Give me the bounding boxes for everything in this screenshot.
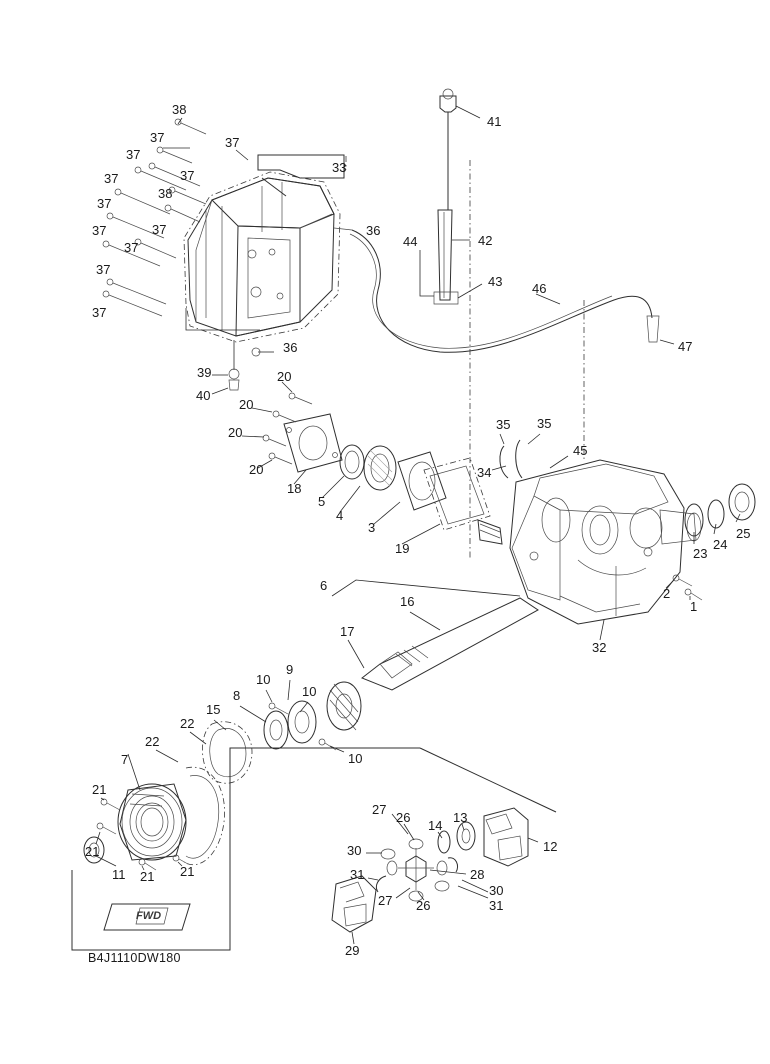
callout-37b: 37 <box>225 135 240 150</box>
callout-14: 14 <box>428 818 443 833</box>
callout-27a: 27 <box>372 802 387 817</box>
callout-25: 25 <box>736 526 751 541</box>
callout-37d: 37 <box>104 171 119 186</box>
callout-46: 46 <box>532 281 547 296</box>
callout-28: 28 <box>470 867 485 882</box>
callout-44: 44 <box>403 234 418 249</box>
callout-8: 8 <box>233 688 241 703</box>
callout-31a: 31 <box>350 867 365 882</box>
callout-21a: 21 <box>92 782 107 797</box>
callout-38a: 38 <box>172 102 187 117</box>
callout-43: 43 <box>488 274 503 289</box>
callout-20b: 20 <box>239 397 254 412</box>
transfer-case-body <box>510 460 701 640</box>
fwd-direction-label: FWD <box>136 910 162 922</box>
callout-1: 1 <box>690 599 698 614</box>
callout-21b: 21 <box>85 844 100 859</box>
callout-32: 32 <box>592 640 607 655</box>
universal-joint-assembly <box>332 748 556 944</box>
callout-3: 3 <box>368 520 376 535</box>
callout-22a: 22 <box>180 716 195 731</box>
callout-20d: 20 <box>249 462 264 477</box>
callout-47: 47 <box>678 339 693 354</box>
callout-36a: 36 <box>366 223 381 238</box>
callout-26a: 26 <box>396 810 411 825</box>
callout-45: 45 <box>573 443 588 458</box>
construction-lines <box>346 156 584 560</box>
callout-18: 18 <box>287 481 302 496</box>
case-cover-assembly <box>184 155 347 342</box>
callout-34: 34 <box>477 465 492 480</box>
part-code-label: B4J1110DW180 <box>88 951 181 965</box>
callout-37c: 37 <box>126 147 141 162</box>
callout-36b: 36 <box>283 340 298 355</box>
callout-37k: 37 <box>92 305 107 320</box>
callout-10a: 10 <box>256 672 271 687</box>
callout-37i: 37 <box>124 240 139 255</box>
callout-5: 5 <box>318 494 326 509</box>
callout-35b: 35 <box>537 416 552 431</box>
callout-30a: 30 <box>347 843 362 858</box>
callout-20c: 20 <box>228 425 243 440</box>
callout-20a: 20 <box>277 369 292 384</box>
callout-12: 12 <box>543 839 558 854</box>
callout-24: 24 <box>713 537 728 552</box>
callout-37f: 37 <box>97 196 112 211</box>
callout-13: 13 <box>453 810 468 825</box>
callout-15: 15 <box>206 702 221 717</box>
callout-40: 40 <box>196 388 211 403</box>
callout-37h: 37 <box>152 222 167 237</box>
callout-16: 16 <box>400 594 415 609</box>
callout-7: 7 <box>121 752 129 767</box>
callout-21d: 21 <box>180 864 195 879</box>
callout-35a: 35 <box>496 417 511 432</box>
callout-22b: 22 <box>145 734 160 749</box>
callout-33: 33 <box>332 160 347 175</box>
callout-27b: 27 <box>378 893 393 908</box>
plug-parts-39-40 <box>212 340 274 394</box>
callout-41: 41 <box>487 114 502 129</box>
callout-10c: 10 <box>348 751 363 766</box>
callout-39: 39 <box>197 365 212 380</box>
callout-42: 42 <box>478 233 493 248</box>
callout-38b: 38 <box>158 186 173 201</box>
callout-11: 11 <box>112 867 126 882</box>
callout-9: 9 <box>286 662 294 677</box>
callout-19: 19 <box>395 541 410 556</box>
callout-37a: 37 <box>150 130 165 145</box>
bearing-retainer-assembly <box>72 748 420 950</box>
callout-29: 29 <box>345 943 360 958</box>
callout-37g: 37 <box>92 223 107 238</box>
callout-4: 4 <box>336 508 344 523</box>
callout-37j: 37 <box>96 262 111 277</box>
callout-31b: 31 <box>489 898 504 913</box>
callout-17: 17 <box>340 624 355 639</box>
callout-37e: 37 <box>180 168 195 183</box>
callout-26b: 26 <box>416 898 431 913</box>
callout-2: 2 <box>663 586 671 601</box>
dipstick-and-hoses <box>334 89 674 352</box>
callout-6: 6 <box>320 578 328 593</box>
callout-21c: 21 <box>140 869 155 884</box>
callout-23: 23 <box>693 546 708 561</box>
callout-10b: 10 <box>302 684 317 699</box>
callout-30b: 30 <box>489 883 504 898</box>
drive-shaft <box>332 580 538 690</box>
